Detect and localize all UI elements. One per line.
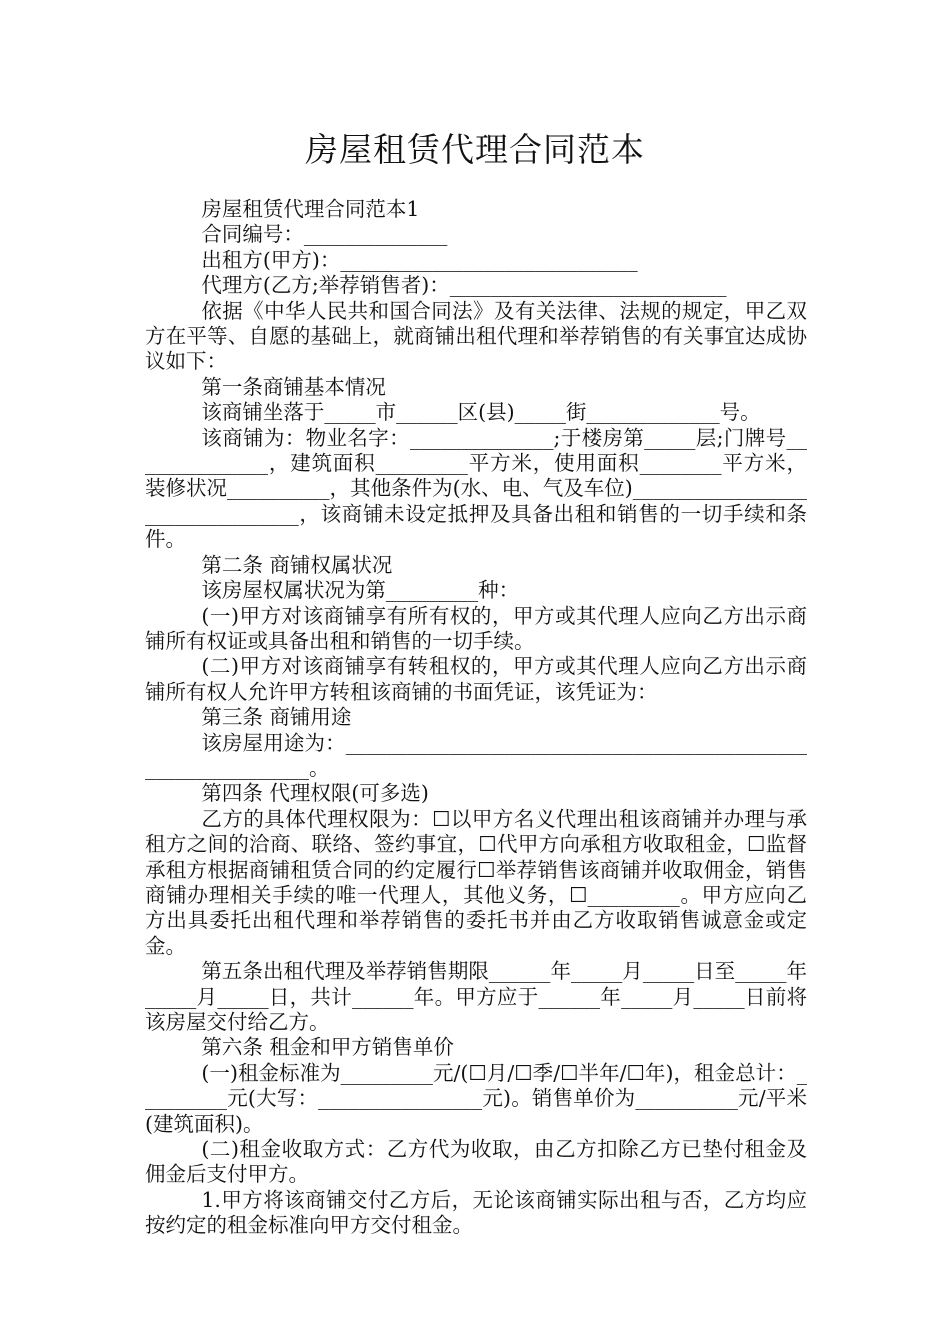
article-6-heading: 第六条 租金和甲方销售单价 — [201, 1035, 454, 1060]
article-1-heading: 第一条商铺基本情况 — [201, 374, 386, 399]
paragraph-usage: 该房屋用途为：_____________________________________________________________。 — [145, 730, 807, 780]
document-body — [145, 197, 807, 1239]
paragraph-subtitle: 房屋租赁代理合同范本1 — [201, 197, 420, 221]
paragraph-location: 该商铺坐落于_____市______区(县)_____街_____________号。 — [201, 400, 761, 425]
paragraph-agency-scope: 乙方的具体代理权限为：☐以甲方名义代理出租该商铺并办理与承租方之间的洽商、联络、签约事宜，☐代甲方向承租方收取租金，☐监督承租方根据商铺租赁合同的约定履行☐举荐销售该商铺并收取佣金，销售商铺办理相关手续的唯一代理人，其他义务，☐_________。甲方应向乙方出具委托出租代理和举荐销售的委托书并由乙方收取销售诚意金或定金。 — [145, 806, 807, 958]
article-4-heading: 第四条 代理权限(可多选) — [201, 781, 429, 806]
article-2-heading: 第二条 商铺权属状况 — [201, 552, 393, 577]
paragraph-property-details: 该商铺为：物业名字：______________;于楼房第_____层;门牌号______________，建筑面积_________平方米，使用面积________平方米，装修状况__________，其他条件为(水、电、气及车位)________________________________，该商铺未设定抵押及具备出租和销售的一切手续和条件。 — [145, 425, 807, 552]
document-title: 房屋租赁代理合同范本 — [305, 130, 645, 169]
paragraph-ownership-2: (二)甲方对该商铺享有转租权的，甲方或其代理人应向乙方出示商铺所有权人允许甲方转租该商铺的书面凭证，该凭证为： — [145, 654, 807, 704]
paragraph-agent: 代理方(乙方;举荐销售者)：___________________________ — [201, 273, 727, 298]
paragraph-rent-standard: (一)租金标准为_________元/(☐月/☐季/☐半年/☐年)，租金总计：_________元(大写：________________元)。销售单价为__________元/平米(建筑面积)。 — [145, 1060, 807, 1136]
paragraph-lessor: 出租方(甲方)：_____________________________ — [201, 247, 638, 272]
paragraph-rent-clause-1: 1.甲方将该商铺交付乙方后，无论该商铺实际出租与否，乙方均应按约定的租金标准向甲方交付租金。 — [145, 1187, 807, 1238]
paragraph-rent-collection: (二)租金收取方式：乙方代为收取，由乙方扣除乙方已垫付租金及佣金后支付甲方。 — [145, 1137, 807, 1187]
article-3-heading: 第三条 商铺用途 — [201, 705, 352, 730]
paragraph-ownership-1: (一)甲方对该商铺享有所有权的，甲方或其代理人应向乙方出示商铺所有权证或具备出租和销售的一切手续。 — [145, 603, 807, 653]
paragraph-contract-number: 合同编号：______________ — [201, 222, 448, 247]
paragraph-ownership-type: 该房屋权属状况为第_________种： — [201, 578, 520, 603]
paragraph-agency-term: 第五条出租代理及举荐销售期限______年_____月_____日至_____年_____月_____日，共计______年。甲方应于______年_____月_____日前将该房屋交付给乙方。 — [145, 959, 807, 1034]
paragraph-preamble: 依据《中华人民共和国合同法》及有关法律、法规的规定，甲乙双方在平等、自愿的基础上，就商铺出租代理和举荐销售的有关事宜达成协议如下： — [145, 298, 807, 374]
